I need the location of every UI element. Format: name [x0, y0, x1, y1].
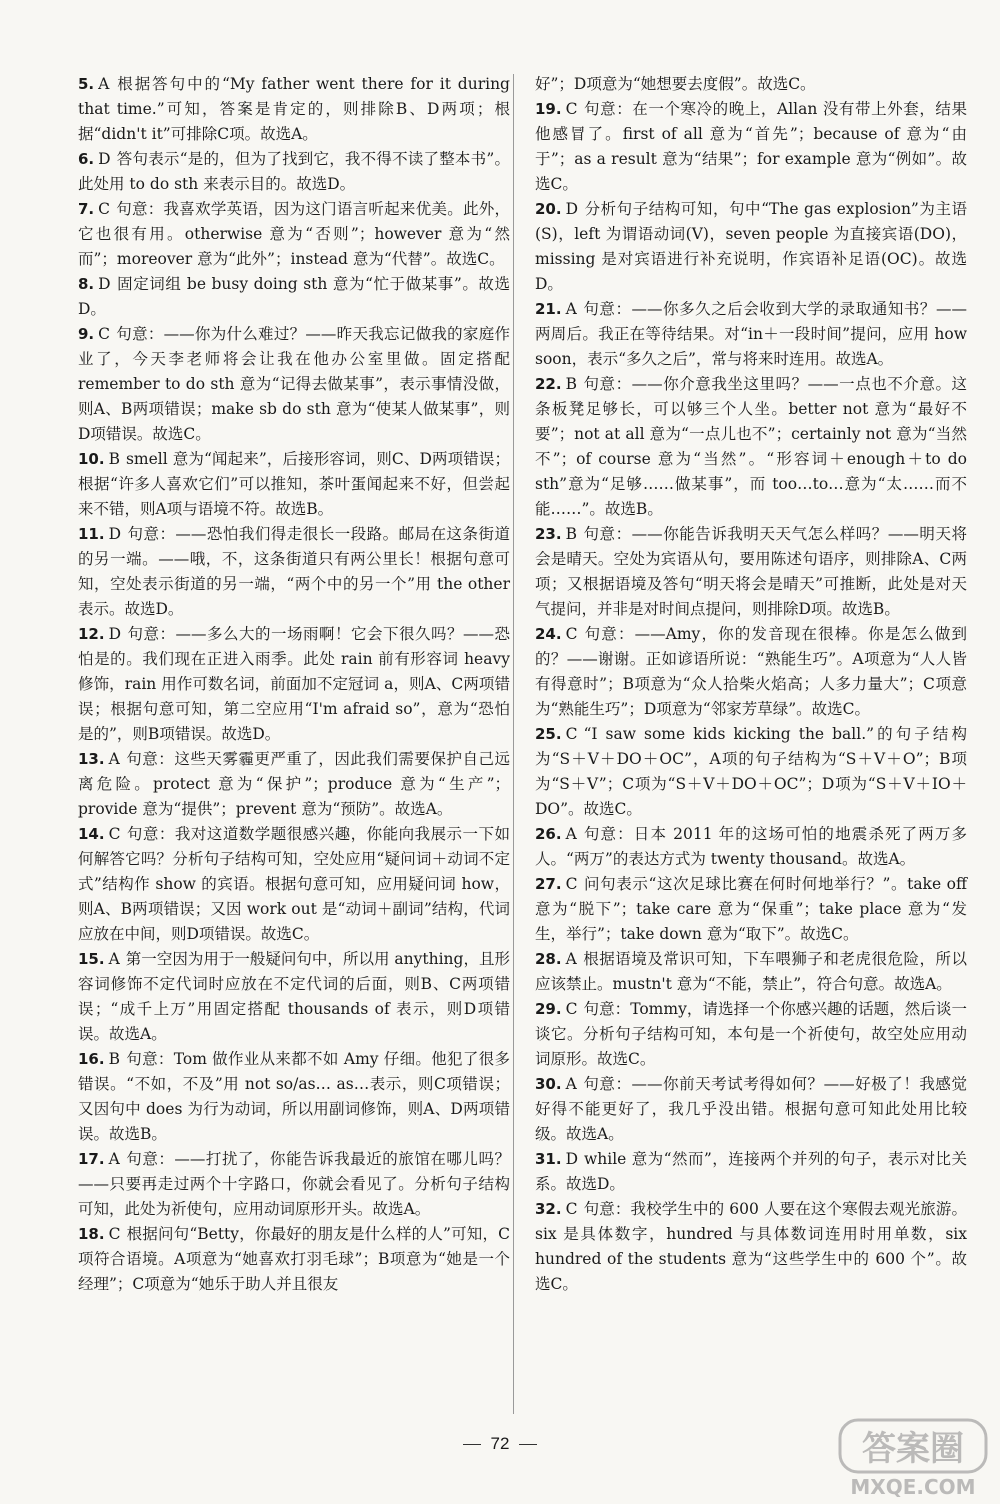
question-number: 11. [78, 525, 105, 543]
answer-letter: C [565, 1000, 578, 1018]
answer-letter: A [565, 300, 577, 318]
answer-item [535, 1197, 967, 1297]
answer-item [535, 97, 967, 197]
question-number: 12. [78, 625, 105, 643]
question-number: 17. [78, 1150, 105, 1168]
explanation-text: 句意：——Amy，你的发音现在很棒。你是怎么做到的？——谢谢。正如谚语所说：“熟能生巧”。A项意为“人人皆有得意时”；B项意为“众人拾柴火焰高；人多力量大”；C项意为“熟能生巧”；D项意为“邻家芳草绿”。故选C。 [535, 625, 967, 718]
explanation-text: 句意：——打扰了，你能告诉我最近的旅馆在哪儿吗？——只要再走过两个十字路口，你就会看见了。分析句子结构可知，此处为祈使句，应用动词原形开头。故选A。 [78, 1150, 510, 1218]
explanation-text: 句意：——你为什么难过？——昨天我忘记做我的家庭作业了，今天李老师将会让我在他办公室里做。固定搭配 remember to do sth 意为“记得去做某事”，表示事情没做，则A、B两项错误；make sb do sth 意为“使某人做某事”，则D项错误。故选C。 [78, 325, 510, 443]
answer-letter: C [108, 1225, 121, 1243]
answer-item [78, 1222, 510, 1297]
svg-text:答案圈: 答案圈 [862, 1429, 964, 1469]
explanation-text: 句意：——你能告诉我明天天气怎么样吗？——明天将会是晴天。空处为宾语从句，要用陈述句语序，则排除A、C两项；又根据语境及答句“明天将会是晴天”可推断，此处是对天气提问，并非是对时间点提问，则排除D项。故选B。 [535, 525, 967, 618]
answer-item [78, 447, 510, 522]
question-number: 16. [78, 1050, 105, 1068]
question-number: 22. [535, 375, 562, 393]
answer-letter: A [108, 1150, 120, 1168]
explanation-text: 句意：这些天雾霾更严重了，因此我们需要保护自己远离危险。protect 意为“保护”；produce 意为“生产”；provide 意为“提供”；prevent 意为“预防”。故选A。 [78, 750, 510, 818]
question-number: 13. [78, 750, 105, 768]
explanation-text: 句意：——你多久之后会收到大学的录取通知书？——两周后。我正在等待结果。对“in＋一段时间”提问，应用 how soon，表示“多久之后”，常与将来时连用。故选A。 [535, 300, 967, 368]
explanation-text: 句意：我对这道数学题很感兴趣，你能向我展示一下如何解答它吗？分析句子结构可知，空处应用“疑问词＋动词不定式”结构作 show 的宾语。根据句意可知，应用疑问词 how，则A、B两项错误；又因 work out 是“动词＋副词”结构，代词应放在中间，则D项错误。故选C。 [78, 825, 510, 943]
question-number: 9. [78, 325, 95, 343]
answer-item [535, 722, 967, 822]
answer-letter: C [108, 825, 121, 843]
answer-letter: B [108, 450, 120, 468]
answer-letter: C [565, 725, 578, 743]
answer-letter: A [98, 75, 110, 93]
column-divider [513, 74, 514, 1414]
answer-item [78, 747, 510, 822]
question-number: 21. [535, 300, 562, 318]
question-number: 10. [78, 450, 105, 468]
left-column [78, 72, 510, 1297]
question-number: 18. [78, 1225, 105, 1243]
answer-letter: D [565, 1150, 579, 1168]
answer-letter: C [565, 100, 578, 118]
question-number: 30. [535, 1075, 562, 1093]
answer-letter: C [565, 1200, 578, 1218]
answer-letter: D [98, 275, 111, 293]
explanation-text: 句意：日本 2011 年的这场可怕的地震杀死了两万多人。“两万”的表达方式为 twenty thousand。故选A。 [535, 825, 967, 868]
question-number: 29. [535, 1000, 562, 1018]
explanation-text: 句意：——你前天考试考得如何？——好极了！我感觉好得不能更好了，我几乎没出错。根据句意可知此处用比较级。故选A。 [535, 1075, 967, 1143]
explanation-text: 第一空因为用于一般疑问句中，所以用 anything，且形容词修饰不定代词时应放在不定代词的后面，则B、C两项错误；“成千上万”用固定搭配 thousands of 表示，则D项错误。故选A。 [78, 950, 510, 1043]
answer-item [78, 1147, 510, 1222]
explanation-text: 句意：——你介意我坐这里吗？——一点也不介意。这条板凳足够长，可以够三个人坐。better not 意为“最好不要”；not at all 意为“一点儿也不”；certainly not 意为“当然不”；of course 意为“当然”。“形容词＋enough＋to do sth”意为“足够……做某事”，而 too…to…意为“太……而不能……”。故选B。 [535, 375, 967, 518]
answer-letter: C [565, 625, 578, 643]
explanation-text: 句意：我校学生中的 600 人要在这个寒假去观光旅游。six 是具体数字，hundred 与具体数词连用时用单数，six hundred of the students 意为“这些学生中的 600 个”。故选C。 [535, 1200, 967, 1293]
answer-letter: A [108, 950, 120, 968]
answer-letter: A [565, 950, 577, 968]
answer-letter: A [565, 825, 577, 843]
question-number: 31. [535, 1150, 562, 1168]
svg-text:MXQE.COM: MXQE.COM [850, 1475, 976, 1499]
right-column [535, 72, 967, 1297]
question-number: 15. [78, 950, 105, 968]
answer-item [78, 147, 510, 197]
question-number: 26. [535, 825, 562, 843]
answer-item [535, 372, 967, 522]
answer-item [535, 522, 967, 622]
question-number: 6. [78, 150, 95, 168]
answer-item [78, 272, 510, 322]
answer-item [78, 322, 510, 447]
answer-item [78, 622, 510, 747]
footer-dash-left [463, 1444, 481, 1445]
answer-item [535, 822, 967, 872]
answer-letter: A [108, 750, 120, 768]
question-number: 8. [78, 275, 95, 293]
question-number: 25. [535, 725, 562, 743]
answer-item [535, 622, 967, 722]
explanation-text: 句意：在一个寒冷的晚上，Allan 没有带上外套，结果他感冒了。first of all 意为“首先”；because of 意为“由于”；as a result 意为“结果”；for example 意为“例如”。故选C。 [535, 100, 967, 193]
answer-letter: B [108, 1050, 120, 1068]
answer-letter: C [565, 875, 578, 893]
question-number: 7. [78, 200, 95, 218]
explanation-text: 固定词组 be busy doing sth 意为“忙于做某事”。故选D。 [78, 275, 510, 318]
answer-item [78, 197, 510, 272]
answer-letter: A [565, 1075, 577, 1093]
page-number: 72 [490, 1434, 510, 1453]
answer-letter: C [98, 325, 111, 343]
explanation-text: 根据语境及常识可知，下车喂狮子和老虎很危险，所以应该禁止。mustn't 意为“不能，禁止”，符合句意。故选A。 [535, 950, 967, 993]
explanation-text: 句意：——恐怕我们得走很长一段路。邮局在这条街道的另一端。——哦，不，这条街道只有两公里长！根据句意可知，空处表示街道的另一端，“两个中的另一个”用 the other 表示。故选D。 [78, 525, 510, 618]
question-number: 32. [535, 1200, 562, 1218]
answer-item [535, 997, 967, 1072]
footer-dash-right [519, 1444, 537, 1445]
answer-letter: D [108, 525, 122, 543]
explanation-text: “I saw some kids kicking the ball.”的句子结构为“S＋V＋DO＋OC”，A项的句子结构为“S＋V＋O”；B项为“S＋V”；C项为“S＋V＋DO＋OC”；D项为“S＋V＋IO＋DO”。故选C。 [535, 725, 967, 818]
question-number: 27. [535, 875, 562, 893]
explanation-text: while 意为“然而”，连接两个并列的句子，表示对比关系。故选D。 [535, 1150, 967, 1193]
explanation-text: 句意：——多么大的一场雨啊！它会下很久吗？——恐怕是的。我们现在正进入雨季。此处 rain 前有形容词 heavy 修饰，rain 用作可数名词，前面加不定冠词 a，则A、C两项错误；根据句意可知，第二空应用“I'm afraid so”，意为“恐怕是的”，则B项错误。故选D。 [78, 625, 510, 743]
explanation-text: 根据问句“Betty，你最好的朋友是什么样的人”可知，C项符合语境。A项意为“她喜欢打羽毛球”；B项意为“她是一个经理”；C项意为“她乐于助人并且很友 [78, 1225, 510, 1293]
explanation-text: 句意：我喜欢学英语，因为这门语言听起来优美。此外，它也很有用。otherwise 意为“否则”；however 意为“然而”；moreover 意为“此外”；instead 意为“代替”。故选C。 [78, 200, 510, 268]
answer-letter: C [98, 200, 111, 218]
answer-letter: B [565, 525, 577, 543]
explanation-text: 句意：Tom 做作业从来都不如 Amy 仔细。他犯了很多错误。“不如，不及”用 not so/as… as…表示，则C项错误；又因句中 does 为行为动词，所以用副词修饰，则A、D两项错误。故选B。 [78, 1050, 510, 1143]
answer-letter: D [98, 150, 111, 168]
answer-item [78, 947, 510, 1047]
explanation-text: 句意：Tommy，请选择一个你感兴趣的话题，然后谈一谈它。分析句子结构可知，本句是一个祈使句，故空处应用动词原形。故选C。 [535, 1000, 967, 1068]
answer-item [535, 1072, 967, 1147]
explanation-text: 答句表示“是的，但为了找到它，我不得不读了整本书”。此处用 to do sth 来表示目的。故选D。 [78, 150, 510, 193]
question-number: 20. [535, 200, 562, 218]
continued-text: 好”；D项意为“她想要去度假”。故选C。 [535, 75, 816, 93]
explanation-text: 分析句子结构可知，句中“The gas explosion”为主语(S)，left 为谓语动词(V)，seven people 为直接宾语(DO)，missing 是对宾语进行补充说明，作宾语补足语(OC)。故选D。 [535, 200, 967, 293]
question-number: 19. [535, 100, 562, 118]
answer-item [535, 1147, 967, 1197]
watermark-logo [838, 1416, 988, 1500]
explanation-text: smell 意为“闻起来”，后接形容词，则C、D两项错误；根据“许多人喜欢它们”可以推知，茶叶蛋闻起来不好，但尝起来不错，则A项与语境不符。故选B。 [78, 450, 510, 518]
answer-item [535, 297, 967, 372]
answer-item [78, 522, 510, 622]
answer-letter: D [565, 200, 579, 218]
answer-item [78, 72, 510, 147]
explanation-text: 根据答句中的“My father went there for it during that time.”可知，答案是肯定的，则排除B、D两项；根据“didn't it”可排除C项。故选A。 [78, 75, 510, 143]
answer-item [78, 1047, 510, 1147]
answer-item [78, 822, 510, 947]
explanation-text: 问句表示“这次足球比赛在何时何地举行？”。take off 意为“脱下”；take care 意为“保重”；take place 意为“发生，举行”；take down 意为“取下”。故选C。 [535, 875, 967, 943]
answer-item [535, 872, 967, 947]
question-number: 23. [535, 525, 562, 543]
answer-item [535, 197, 967, 297]
question-number: 14. [78, 825, 105, 843]
answer-letter: B [565, 375, 577, 393]
question-number: 28. [535, 950, 562, 968]
answer-letter: D [108, 625, 122, 643]
question-number: 5. [78, 75, 95, 93]
answer-item [535, 947, 967, 997]
question-number: 24. [535, 625, 562, 643]
